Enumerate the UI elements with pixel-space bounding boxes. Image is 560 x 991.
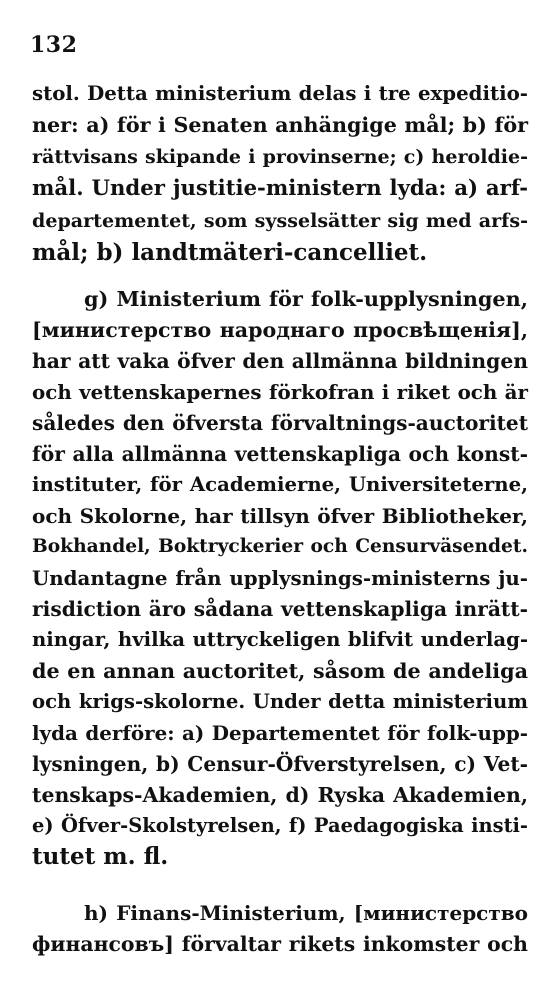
text-line: de en annan auctoritet, såsom de andeliga bbox=[32, 659, 528, 683]
text-line: [министерство народнаго просвѣщенія], bbox=[32, 318, 528, 342]
text-line: ningar, hvilka uttryckeligen blifvit underlag- bbox=[32, 628, 528, 651]
text-line: stol. Detta ministerium delas i tre expeditio- bbox=[32, 81, 528, 105]
text-line: för alla allmänna vettenskapliga och konst- bbox=[32, 442, 528, 466]
text-line: mål; b) landtmäteri-cancelliet. bbox=[32, 239, 428, 266]
text-line: instituter, för Academierne, Universiteterne, bbox=[32, 473, 528, 496]
text-line: rättvisans skipande i provinserne; c) heroldie- bbox=[32, 146, 528, 168]
text-line: och vettenskapernes förkofran i riket och är bbox=[32, 380, 528, 404]
text-line: g) Ministerium för folk-upplysningen, bbox=[84, 286, 528, 311]
text-line: således den öfversta förvaltnings-auctoritet bbox=[32, 411, 528, 435]
text-line: h) Finans-Ministerium, [министерство bbox=[84, 901, 528, 925]
text-line: mål. Under justitie-ministern lyda: a) arf- bbox=[32, 176, 528, 201]
page-number: 132 bbox=[30, 32, 78, 58]
text-line: risdiction äro sådana vettenskapliga inrätt- bbox=[32, 597, 528, 621]
text-line: och Skolorne, har tillsyn öfver Bibliotheker, bbox=[32, 504, 528, 528]
text-line: tenskaps-Akademien, d) Ryska Akademien, bbox=[32, 783, 528, 807]
text-line: ner: a) för i Senaten anhängige mål; b) för bbox=[32, 113, 528, 137]
text-line: har att vaka öfver den allmänna bildningen bbox=[32, 349, 528, 373]
text-line: och krigs-skolorne. Under detta ministerium bbox=[32, 690, 528, 713]
text-line: Bokhandel, Boktryckerier och Censurväsendet. bbox=[32, 536, 528, 557]
text-line: финансовъ] förvaltar rikets inkomster och bbox=[32, 932, 528, 956]
text-line: tutet m. fl. bbox=[32, 843, 169, 870]
text-line: lyda derföre: a) Departementet för folk-upp- bbox=[32, 721, 528, 745]
text-line: Undantagne från upplysnings-ministerns ju- bbox=[32, 566, 528, 590]
text-line: e) Öfver-Skolstyrelsen, f) Paedagogiska insti- bbox=[32, 814, 528, 837]
text-line: lysningen, b) Censur-Öfverstyrelsen, c) Vet- bbox=[32, 752, 528, 776]
text-line: departementet, som sysselsätter sig med arfs- bbox=[32, 210, 528, 232]
